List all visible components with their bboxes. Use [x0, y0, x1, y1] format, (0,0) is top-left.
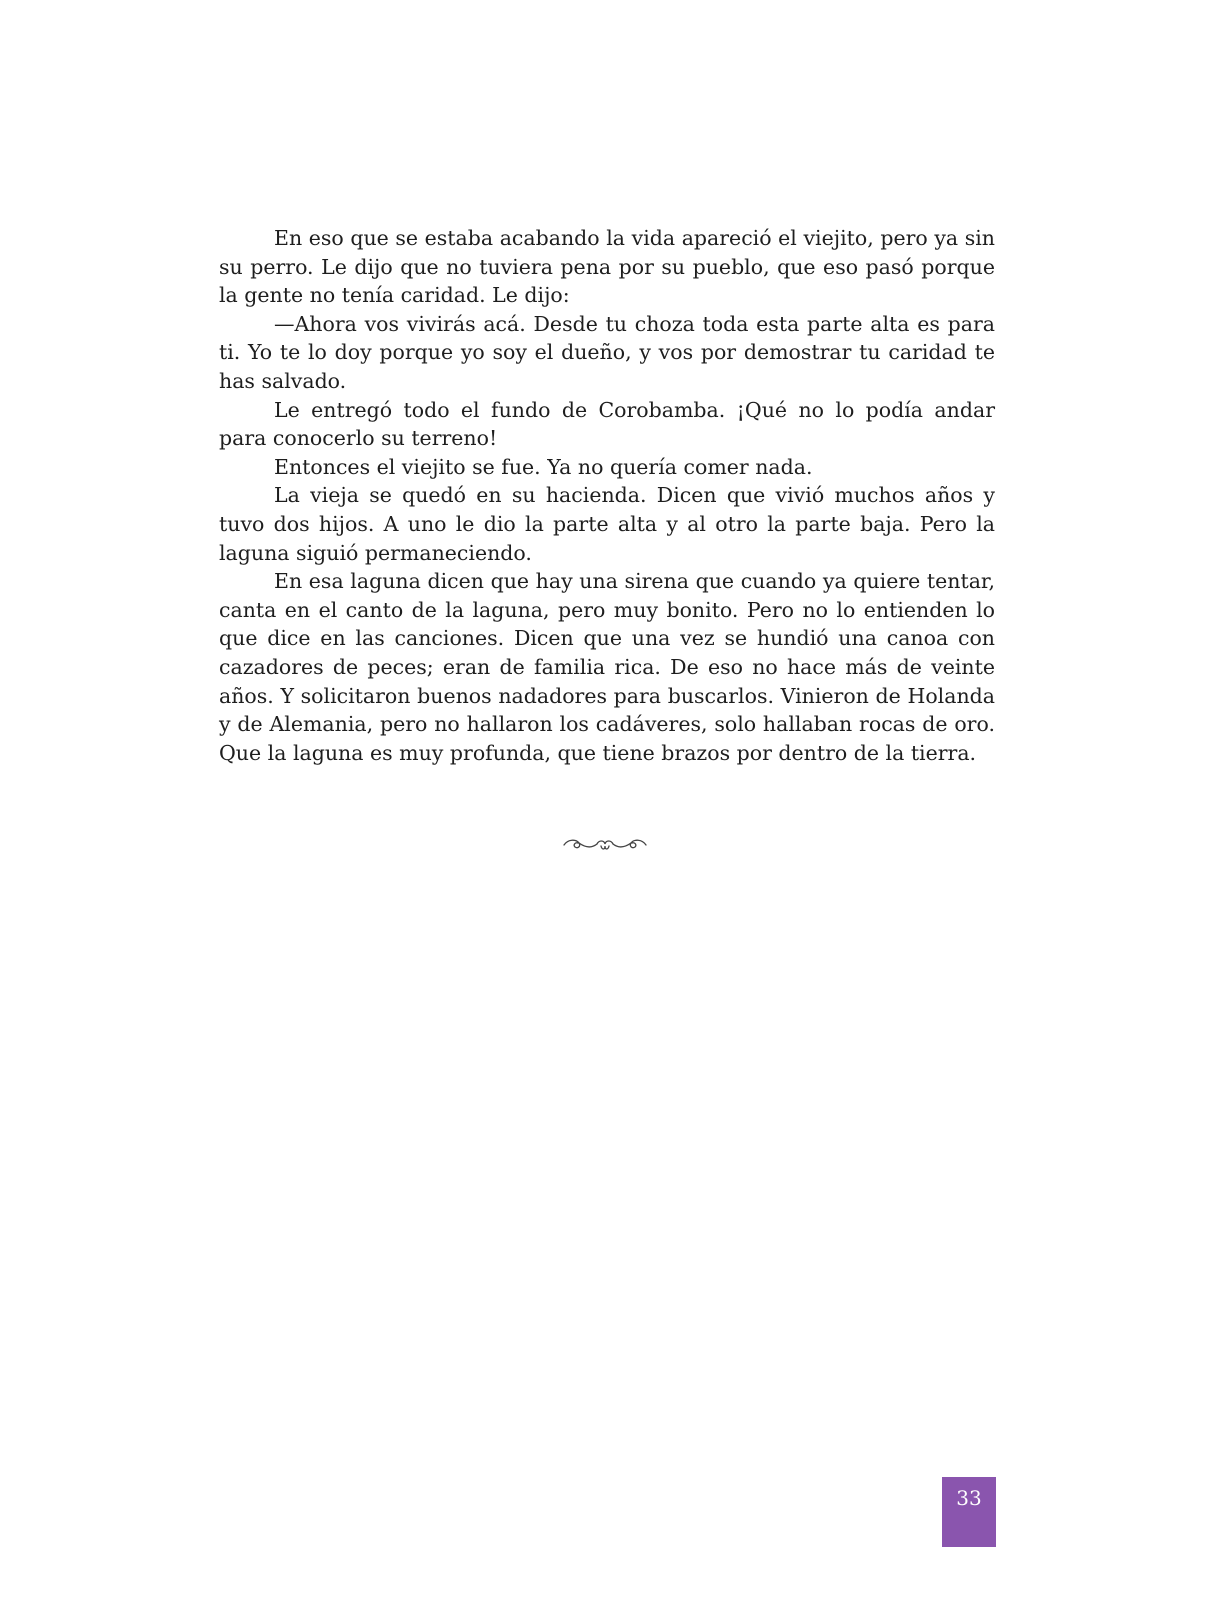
paragraph-2: —Ahora vos vivirás acá. Desde tu choza toda esta parte alta es para ti. Yo te lo doy porque yo soy el dueño, y vos por demostrar tu caridad te has salvado. — [219, 311, 995, 393]
flourish-ornament-icon — [562, 834, 648, 854]
paragraph-6: En esa laguna dicen que hay una sirena que cuando ya quiere tentar, canta en el canto de la laguna, pero muy bonito. Pero no lo entienden lo que dice en las canciones. Dicen que una vez se hundió una canoa con cazadores de peces; eran de familia rica. De eso no hace más de veinte años. Y solicitaron buenos nadadores para buscarlos. Vinieron de Holanda y de Alemania, pero no hallaron los cadáveres, solo hallaban rocas de oro. Que la laguna es muy profunda, que tiene brazos por dentro de la tierra. — [219, 569, 995, 765]
page-number: 33 — [956, 1486, 982, 1510]
paragraph-4: Entonces el viejito se fue. Ya no quería comer nada. — [274, 454, 813, 479]
story-text — [219, 224, 995, 767]
paragraph-5: La vieja se quedó en su hacienda. Dicen que vivió muchos años y tuvo dos hijos. A uno le dio la parte alta y al otro la parte baja. Pero la laguna siguió permaneciendo. — [219, 483, 995, 565]
paragraph-1: En eso que se estaba acabando la vida apareció el viejito, pero ya sin su perro. Le dijo que no tuviera pena por su pueblo, que eso pasó porque la gente no tenía caridad. Le dijo: — [219, 226, 995, 308]
page-number-badge — [942, 1477, 996, 1547]
paragraph-3: Le entregó todo el fundo de Corobamba. ¡Qué no lo podía andar para conocerlo su terreno! — [219, 397, 995, 451]
